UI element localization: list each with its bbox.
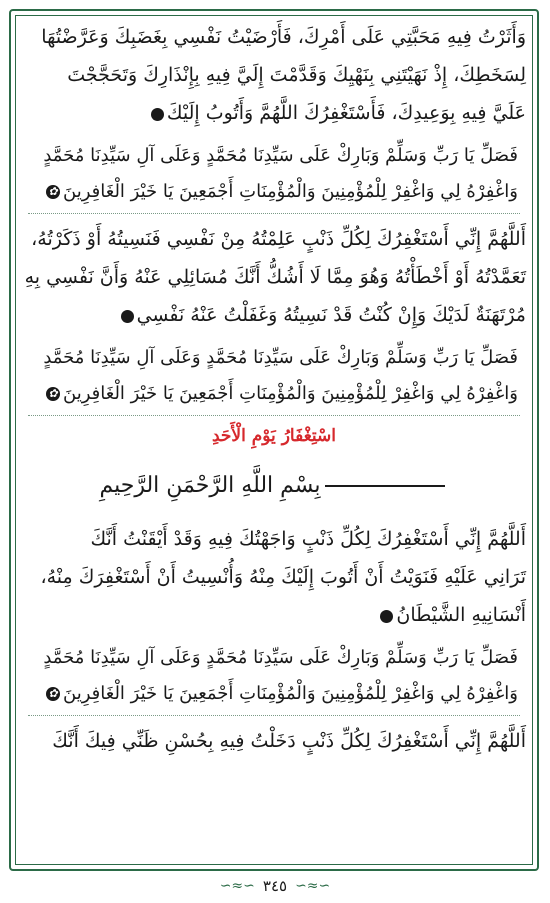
scroll-ornament-icon: ∽≈∽ xyxy=(219,878,255,894)
text-line: أَللَّهُمَّ إِنِّي أَسْتَغْفِرُكَ لِكُلِّ ذَنْبٍ دَخَلْتُ فِيهِ بِحُسْنِ ظَنِّي فِيكَ أَنَّكَ xyxy=(52,730,526,752)
page-number: ٣٤٥ xyxy=(262,877,288,895)
text-line: أَللَّهُمَّ إِنِّي أَسْتَغْفِرُكَ لِكُلِّ ذَنْبٍ وَاجَهْتُكَ فِيهِ وَقَدْ أَيْقَنْتُ أَنَّكَ xyxy=(90,528,526,550)
salawat-block-3 xyxy=(22,640,526,716)
text-line: تَعَمَّدْتُهُ أَوْ أَخْطَأْتُهُ وَهُوَ مِمَّا لَا أَشُكُّ أَنَّكَ مُسَائِلِي عَنْهُ وَأَنَّ نَفْسِي بِهِ xyxy=(24,266,526,288)
calligraphy-stroke xyxy=(325,485,445,487)
supplication-paragraph-4 xyxy=(22,722,526,760)
supplication-paragraph-3 xyxy=(22,520,526,634)
page-content xyxy=(22,18,526,766)
salawat-line-1: فَصَلِّ يَا رَبِّ وَسَلِّمْ وَبَارِكْ عَلَى سَيِّدِنَا مُحَمَّدٍ وَعَلَى آلِ سَيِّدِنَا مُحَمَّدٍ xyxy=(43,145,518,166)
supplication-paragraph-1 xyxy=(22,18,526,132)
text-line: وَأَثَرْتُ فِيهِ مَحَبَّتِي عَلَى أَمْرِكَ، فَأَرْضَيْتُ نَفْسِي بِغَضَبِكَ وَعَرَّضْتُهَا xyxy=(41,26,526,48)
basmala-text: بِسْمِ اللَّهِ الرَّحْمَنِ الرَّحِيمِ xyxy=(99,473,321,498)
salawat-line-1: فَصَلِّ يَا رَبِّ وَسَلِّمْ وَبَارِكْ عَلَى سَيِّدِنَا مُحَمَّدٍ وَعَلَى آلِ سَيِّدِنَا مُحَمَّدٍ xyxy=(43,647,518,668)
salawat-line-2: وَاغْفِرْهُ لِي وَاغْفِرْ لِلْمُؤْمِنِينَ وَالْمُؤْمِنَاتِ أَجْمَعِينَ يَا خَيْرَ الْغَافِرِينَ✿ xyxy=(22,376,526,412)
salawat-line-1: فَصَلِّ يَا رَبِّ وَسَلِّمْ وَبَارِكْ عَلَى سَيِّدِنَا مُحَمَّدٍ وَعَلَى آلِ سَيِّدِنَا مُحَمَّدٍ xyxy=(43,347,518,368)
scroll-ornament-icon: ∽≈∽ xyxy=(295,878,331,894)
text-line: مُرْتَهَنَةٌ لَدَيْكَ وَإِنْ كُنْتُ قَدْ نَسِيتُهُ وَغَفَلْتُ عَنْهُ نَفْسِي xyxy=(22,296,526,334)
verse-end-icon xyxy=(380,610,393,623)
text-line: لِسَخَطِكَ، إِذْ نَهَيْتَنِي بِنَهْيِكَ وَقَدَّمْتَ إِلَيَّ فِيهِ بِإِنْذَارِكَ وَتَحَجَّجْتَ xyxy=(67,64,526,86)
verse-end-icon xyxy=(151,108,164,121)
salawat-block-1 xyxy=(22,138,526,214)
flower-medallion-icon: ✿ xyxy=(46,387,60,401)
page-footer xyxy=(0,872,550,900)
salawat-line-2: وَاغْفِرْهُ لِي وَاغْفِرْ لِلْمُؤْمِنِينَ وَالْمُؤْمِنَاتِ أَجْمَعِينَ يَا خَيْرَ الْغَافِرِينَ✿ xyxy=(22,676,526,712)
text-line: عَلَيَّ فِيهِ بِوَعِيدِكَ، فَأَسْتَغْفِرُكَ اللَّهُمَّ وَأَتُوبُ إِلَيْكَ xyxy=(22,94,526,132)
salawat-block-2 xyxy=(22,340,526,416)
verse-end-icon xyxy=(121,310,134,323)
flower-medallion-icon: ✿ xyxy=(46,185,60,199)
section-heading: اسْتِغْفَارُ يَوْمِ الْأَحَدِ xyxy=(211,426,336,446)
text-line: أَنْسَانِيهِ الشَّيْطَانُ xyxy=(22,596,526,634)
text-line: تَرَانِي عَلَيْهِ فَنَوَيْتُ أَنْ أَتُوبَ إِلَيْكَ مِنْهُ وَأُنْسِيتُ أَنْ أَسْتَغْفِرَكَ مِنْهُ، xyxy=(40,566,526,588)
basmala-calligraphy xyxy=(22,466,526,506)
text-line: أَللَّهُمَّ إِنِّي أَسْتَغْفِرُكَ لِكُلِّ ذَنْبٍ عَلِمْتُهُ مِنْ نَفْسِي فَنَسِيتُهُ أَوْ ذَكَرْتُهُ، xyxy=(31,228,526,250)
salawat-line-2: وَاغْفِرْهُ لِي وَاغْفِرْ لِلْمُؤْمِنِينَ وَالْمُؤْمِنَاتِ أَجْمَعِينَ يَا خَيْرَ الْغَافِرِينَ✿ xyxy=(22,174,526,210)
flower-medallion-icon: ✿ xyxy=(46,687,60,701)
supplication-paragraph-2 xyxy=(22,220,526,334)
